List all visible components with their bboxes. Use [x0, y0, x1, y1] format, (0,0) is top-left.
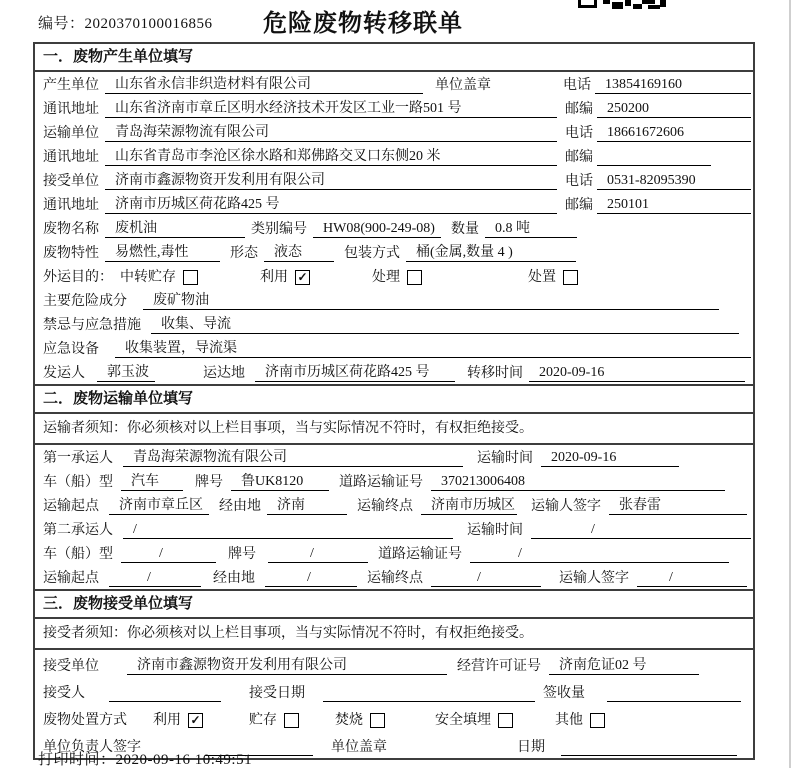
- qr-module: [625, 0, 631, 6]
- purpose-option-treat: [372, 266, 422, 286]
- section2-header: 二．废物运输单位填写: [35, 384, 753, 414]
- producer-field: 山东省永信非织造材料有限公司: [105, 73, 423, 94]
- qr-code-fragment: [578, 0, 666, 9]
- via-label: 经由地: [219, 499, 261, 514]
- transporter-row: [35, 120, 753, 144]
- endpoint-field: 济南市历城区: [421, 494, 517, 515]
- date-field: [561, 755, 737, 756]
- checkbox-icon: [498, 713, 513, 728]
- endpoint-label: 运输终点: [357, 499, 413, 514]
- qr-module: [660, 0, 666, 7]
- transfer-purpose-label: 外运目的：: [43, 270, 113, 285]
- via-label: 经由地: [213, 571, 255, 586]
- purpose-option-storage: [120, 266, 198, 286]
- road-permit-field: /: [470, 546, 729, 563]
- license-field: 济南危证02 号: [549, 654, 699, 675]
- destination-field: 济南市历城区荷花路425 号: [255, 361, 455, 382]
- transfer-purpose-row: [35, 264, 753, 288]
- quantity-field: 0.8 吨: [485, 217, 577, 238]
- disposal-option-utilize: [153, 709, 203, 729]
- accept-date-label: 接受日期: [249, 686, 305, 701]
- emergency-equipment-row: [35, 336, 753, 360]
- responsible-signature-label: 单位负责人签字: [43, 740, 141, 755]
- transfer-time-field: 2020-09-16: [529, 365, 745, 382]
- vehicle-row-1: [35, 469, 753, 493]
- carrier-signature-field: /: [637, 570, 747, 587]
- via-field: /: [265, 570, 357, 587]
- first-carrier-label: 第一承运人: [43, 451, 113, 466]
- accept-unit-label: 接受单位: [43, 659, 99, 674]
- carrier-signature-label: 运输人签字: [559, 571, 629, 586]
- route-row-1: [35, 493, 753, 517]
- packing-field: 桶(金属,数量 4 ): [406, 241, 576, 262]
- route-row-2: [35, 565, 753, 589]
- emergency-equipment-label: 应急设备: [43, 342, 99, 357]
- origin-field: 济南市章丘区: [109, 494, 209, 515]
- first-carrier-row: [35, 445, 753, 469]
- destination-label: 运达地: [203, 366, 245, 381]
- form-label: 形态: [230, 246, 258, 261]
- serial-value: 2020370100016856: [84, 16, 213, 32]
- emergency-measures-row: [35, 312, 753, 336]
- shipper-label: 发运人: [43, 366, 85, 381]
- qr-module: [578, 0, 597, 8]
- qr-module: [612, 2, 623, 9]
- hazard-component-row: [35, 288, 753, 312]
- zip-label: 邮编: [565, 150, 593, 165]
- waste-name-label: 废物名称: [43, 222, 99, 237]
- road-permit-field: 370213006408: [431, 474, 725, 491]
- vehicle-row-2: [35, 541, 753, 565]
- waste-character-row: [35, 240, 753, 264]
- purpose-option-dispose: [528, 266, 578, 286]
- receiver-field: 济南市鑫源物资开发利用有限公司: [105, 169, 557, 190]
- checkbox-label: 处置: [528, 270, 556, 285]
- page-title: 危险废物转移联单: [263, 11, 463, 37]
- purpose-option-utilize: [260, 266, 310, 286]
- transporter-zip-field: [597, 165, 711, 166]
- checkbox-icon: ✓: [295, 270, 310, 285]
- quantity-label: 数量: [451, 222, 479, 237]
- producer-row: [35, 72, 753, 96]
- print-time: [38, 748, 252, 769]
- producer-address-field: 山东省济南市章丘区明水经济技术开发区工业一路501 号: [105, 97, 557, 118]
- disposal-method-row: [35, 704, 753, 731]
- disposal-option-other: [555, 709, 605, 729]
- checkbox-icon: [370, 713, 385, 728]
- section1-header: 一．废物产生单位填写: [35, 44, 753, 72]
- category-code-field: HW08(900-249-08): [313, 221, 441, 238]
- hazard-component-field: 废矿物油: [143, 289, 719, 310]
- carrier-signature-label: 运输人签字: [531, 499, 601, 514]
- unit-seal-label: 单位盖章: [331, 740, 387, 755]
- checkbox-label: 利用: [260, 270, 288, 285]
- vehicle-type-label: 车（船）型: [43, 547, 113, 562]
- checkbox-icon: [284, 713, 299, 728]
- scan-edge-line: [789, 0, 791, 768]
- checkbox-label: 贮存: [249, 713, 277, 728]
- print-time-value: 2020-09-16 10:49:51: [115, 752, 253, 768]
- checkbox-label: 中转贮存: [120, 270, 176, 285]
- origin-field: /: [109, 570, 201, 587]
- first-carrier-field: 青岛海荣源物流有限公司: [123, 446, 463, 467]
- checkbox-icon: [183, 270, 198, 285]
- address-label: 通讯地址: [43, 198, 99, 213]
- transporter-phone-field: 18661672606: [597, 125, 751, 142]
- transporter-address-row: [35, 144, 753, 168]
- disposal-method-label: 废物处置方式: [43, 713, 127, 728]
- unit-seal-label: 单位盖章: [435, 78, 491, 93]
- qr-module: [648, 5, 660, 9]
- producer-label: 产生单位: [43, 78, 99, 93]
- road-permit-label: 道路运输证号: [339, 475, 423, 490]
- waste-character-field: 易燃性,毒性: [105, 241, 220, 262]
- origin-label: 运输起点: [43, 571, 99, 586]
- transporter-address-field: 山东省青岛市李沧区徐水路和郑佛路交叉口东侧20 米: [105, 145, 557, 166]
- transport-time-field: 2020-09-16: [541, 450, 679, 467]
- producer-zip-field: 250200: [597, 101, 751, 118]
- receiver-address-field: 济南市历城区荷花路425 号: [105, 193, 557, 214]
- category-code-label: 类别编号: [251, 222, 307, 237]
- receiver-address-row: [35, 192, 753, 216]
- zip-label: 邮编: [565, 102, 593, 117]
- receiver-label: 接受单位: [43, 174, 99, 189]
- checkbox-label: 其他: [555, 713, 583, 728]
- second-carrier-label: 第二承运人: [43, 523, 113, 538]
- disposal-option-storage: [249, 709, 299, 729]
- waste-name-row: [35, 216, 753, 240]
- phone-label: 电话: [565, 126, 593, 141]
- checkbox-label: 焚烧: [335, 713, 363, 728]
- section3-header: 三．废物接受单位填写: [35, 589, 753, 619]
- address-label: 通讯地址: [43, 102, 99, 117]
- transport-time-label: 运输时间: [467, 523, 523, 538]
- acceptor-label: 接受人: [43, 686, 85, 701]
- vehicle-type-field: 汽车: [121, 470, 183, 491]
- second-carrier-row: [35, 517, 753, 541]
- transfer-time-label: 转移时间: [467, 366, 523, 381]
- received-qty-label: 签收量: [543, 686, 585, 701]
- document-header: [0, 0, 796, 40]
- checkbox-icon: [590, 713, 605, 728]
- checkbox-label: 安全填埋: [435, 713, 491, 728]
- phone-label: 电话: [563, 78, 591, 93]
- checkbox-icon: [563, 270, 578, 285]
- emergency-measures-label: 禁忌与应急措施: [43, 318, 141, 333]
- hazard-component-label: 主要危险成分: [43, 294, 127, 309]
- via-field: 济南: [267, 494, 347, 515]
- zip-label: 邮编: [565, 198, 593, 213]
- endpoint-field: /: [431, 570, 541, 587]
- form-field: 液态: [264, 241, 334, 262]
- plate-field: /: [268, 546, 368, 563]
- transporter-field: 青岛海荣源物流有限公司: [105, 121, 557, 142]
- receiver-zip-field: 250101: [597, 197, 751, 214]
- acceptor-field: [109, 701, 221, 702]
- acceptor-row: [35, 677, 753, 704]
- disposal-option-incinerate: [335, 709, 385, 729]
- origin-label: 运输起点: [43, 499, 99, 514]
- phone-label: 电话: [565, 174, 593, 189]
- plate-field: 鲁UK8120: [231, 470, 329, 491]
- checkbox-icon: ✓: [188, 713, 203, 728]
- shipper-row: [35, 360, 753, 384]
- waste-name-field: 废机油: [105, 217, 245, 238]
- transporter-notice: 运输者须知：你必须核对以上栏目事项，当与实际情况不符时，有权拒绝接受。: [35, 414, 753, 445]
- checkbox-label: 处理: [372, 270, 400, 285]
- emergency-equipment-field: 收集装置，导流渠: [115, 337, 751, 358]
- transport-time-label: 运输时间: [477, 451, 533, 466]
- qr-module: [603, 0, 610, 4]
- accept-unit-field: 济南市鑫源物资开发利用有限公司: [127, 654, 447, 675]
- license-label: 经营许可证号: [457, 659, 541, 674]
- qr-module: [642, 0, 655, 4]
- vehicle-type-label: 车（船）型: [43, 475, 113, 490]
- producer-phone-field: 13854169160: [595, 77, 751, 94]
- accept-unit-row: [35, 650, 753, 677]
- producer-address-row: [35, 96, 753, 120]
- endpoint-label: 运输终点: [367, 571, 423, 586]
- received-qty-field: [607, 701, 741, 702]
- transporter-label: 运输单位: [43, 126, 99, 141]
- receiver-row: [35, 168, 753, 192]
- date-label: 日期: [517, 740, 545, 755]
- checkbox-icon: [407, 270, 422, 285]
- waste-character-label: 废物特性: [43, 246, 99, 261]
- carrier-signature-field: 张春雷: [609, 494, 747, 515]
- transport-time-field: /: [531, 522, 751, 539]
- accept-date-field: [323, 701, 535, 702]
- road-permit-label: 道路运输证号: [378, 547, 462, 562]
- address-label: 通讯地址: [43, 150, 99, 165]
- checkbox-label: 利用: [153, 713, 181, 728]
- disposal-option-landfill: [435, 709, 513, 729]
- second-carrier-field: /: [123, 522, 453, 539]
- print-time-label: 打印时间：: [38, 752, 116, 768]
- transfer-manifest-form: [33, 42, 755, 760]
- receiver-notice: 接受者须知：你必须核对以上栏目事项，当与实际情况不符时，有权拒绝接受。: [35, 619, 753, 650]
- vehicle-type-field: /: [121, 546, 216, 563]
- emergency-measures-field: 收集、导流: [151, 313, 739, 334]
- packing-label: 包装方式: [344, 246, 400, 261]
- plate-label: 牌号: [195, 475, 223, 490]
- plate-label: 牌号: [228, 547, 256, 562]
- shipper-field: 郭玉波: [97, 361, 155, 382]
- qr-module: [633, 4, 642, 9]
- serial-label: 编号：: [38, 16, 85, 32]
- receiver-phone-field: 0531-82095390: [597, 173, 751, 190]
